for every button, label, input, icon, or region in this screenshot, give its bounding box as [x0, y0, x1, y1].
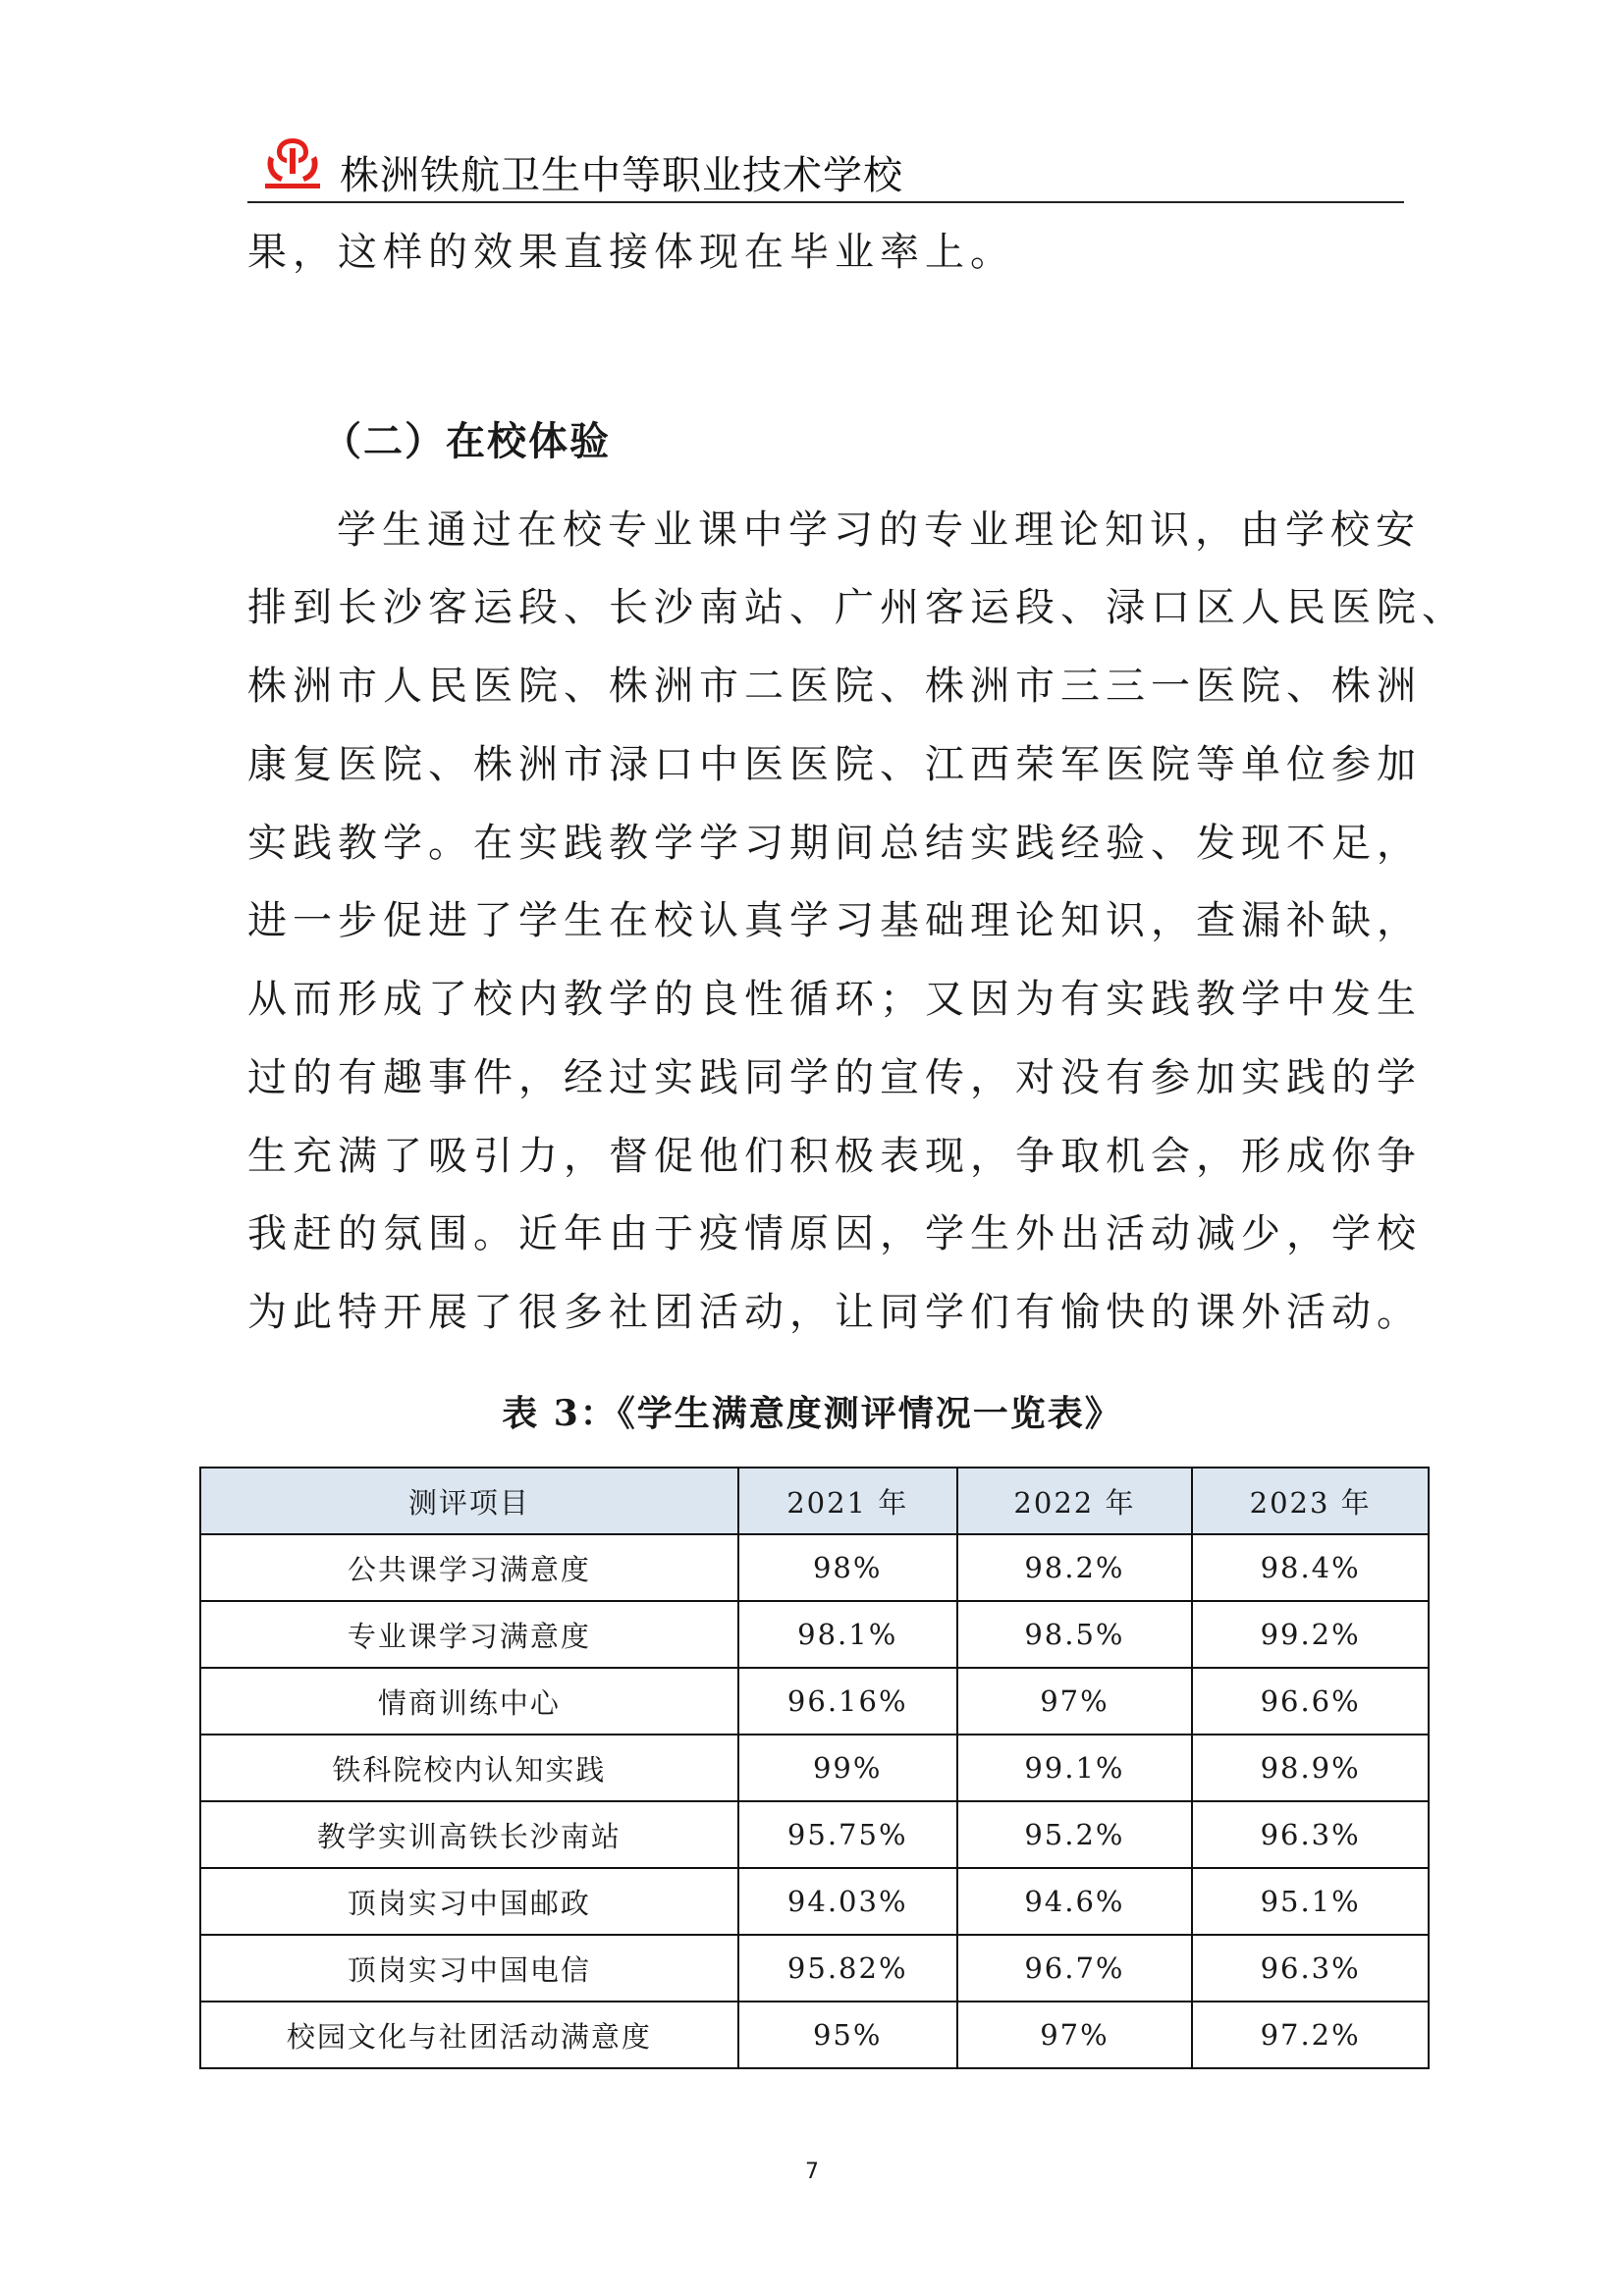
table-cell: 98.5% — [957, 1601, 1193, 1668]
table-cell: 96.7% — [957, 1935, 1193, 2002]
header-cell-item: 测评项目 — [200, 1468, 738, 1534]
table-cell: 98.2% — [957, 1534, 1193, 1601]
table-cell: 98% — [738, 1534, 957, 1601]
table-cell: 95.1% — [1192, 1868, 1429, 1935]
paragraph-line: 过的有趣事件，经过实践同学的宣传，对没有参加实践的学 — [247, 1055, 1422, 1100]
table-row — [200, 1534, 1429, 1601]
satisfaction-table — [199, 1467, 1430, 2069]
table-row — [200, 1735, 1429, 1801]
table-row — [200, 1868, 1429, 1935]
table-cell: 教学实训高铁长沙南站 — [200, 1801, 738, 1868]
table-row — [200, 1801, 1429, 1868]
table-caption: 表 3：《学生满意度测评情况一览表》 — [502, 1393, 1122, 1434]
table-cell: 94.03% — [738, 1868, 957, 1935]
table-cell: 顶岗实习中国邮政 — [200, 1868, 738, 1935]
table-cell: 公共课学习满意度 — [200, 1534, 738, 1601]
paragraph-line: 生充满了吸引力，督促他们积极表现，争取机会，形成你争 — [247, 1134, 1422, 1179]
table-cell: 专业课学习满意度 — [200, 1601, 738, 1668]
paragraph-line: 从而形成了校内教学的良性循环；又因为有实践教学中发生 — [247, 977, 1422, 1022]
table-row — [200, 1668, 1429, 1735]
school-logo-icon — [261, 134, 324, 191]
table-cell: 96.3% — [1192, 1935, 1429, 2002]
lead-text-line: 果，这样的效果直接体现在毕业率上。 — [247, 230, 1015, 275]
table-cell: 铁科院校内认知实践 — [200, 1735, 738, 1801]
table-cell: 97.2% — [1192, 2002, 1429, 2068]
paragraph-line: 进一步促进了学生在校认真学习基础理论知识，查漏补缺， — [247, 898, 1422, 943]
table-cell: 98.4% — [1192, 1534, 1429, 1601]
table-cell: 96.3% — [1192, 1801, 1429, 1868]
table-row — [200, 1935, 1429, 2002]
table-cell: 情商训练中心 — [200, 1668, 738, 1735]
header-cell-2021: 2021 年 — [738, 1468, 957, 1534]
page-header — [247, 131, 1404, 203]
paragraph-line: 学生通过在校专业课中学习的专业理论知识，由学校安 — [337, 507, 1421, 553]
table-cell: 99.1% — [957, 1735, 1193, 1801]
paragraph-line: 株洲市人民医院、株洲市二医院、株洲市三三一医院、株洲 — [247, 664, 1422, 709]
table-cell: 97% — [957, 2002, 1193, 2068]
header-cell-2022: 2022 年 — [957, 1468, 1193, 1534]
paragraph-line: 实践教学。在实践教学学习期间总结实践经验、发现不足， — [247, 821, 1422, 866]
paragraph-line: 为此特开展了很多社团活动，让同学们有愉快的课外活动。 — [247, 1290, 1422, 1335]
table-header-row — [200, 1468, 1429, 1534]
table-cell: 96.16% — [738, 1668, 957, 1735]
table-cell: 校园文化与社团活动满意度 — [200, 2002, 738, 2068]
table-cell: 97% — [957, 1668, 1193, 1735]
table-cell: 94.6% — [957, 1868, 1193, 1935]
page-number: 7 — [805, 2160, 819, 2184]
table-row — [200, 1601, 1429, 1668]
paragraph-line: 排到长沙客运段、长沙南站、广州客运段、渌口区人民医院、 — [247, 585, 1467, 630]
table-cell: 95.2% — [957, 1801, 1193, 1868]
header-cell-2023: 2023 年 — [1192, 1468, 1429, 1534]
table-cell: 95.82% — [738, 1935, 957, 2002]
paragraph-line: 康复医院、株洲市渌口中医医院、江西荣军医院等单位参加 — [247, 742, 1422, 787]
paragraph-line: 我赶的氛围。近年由于疫情原因，学生外出活动减少，学校 — [247, 1211, 1422, 1256]
table-cell: 98.1% — [738, 1601, 957, 1668]
table-cell: 顶岗实习中国电信 — [200, 1935, 738, 2002]
table-cell: 95% — [738, 2002, 957, 2068]
table-cell: 99% — [738, 1735, 957, 1801]
table-cell: 96.6% — [1192, 1668, 1429, 1735]
table-cell: 99.2% — [1192, 1601, 1429, 1668]
school-name: 株洲铁航卫生中等职业技术学校 — [340, 153, 903, 198]
table-cell: 98.9% — [1192, 1735, 1429, 1801]
section-heading: （二）在校体验 — [322, 419, 611, 464]
table-row — [200, 2002, 1429, 2068]
table-cell: 95.75% — [738, 1801, 957, 1868]
